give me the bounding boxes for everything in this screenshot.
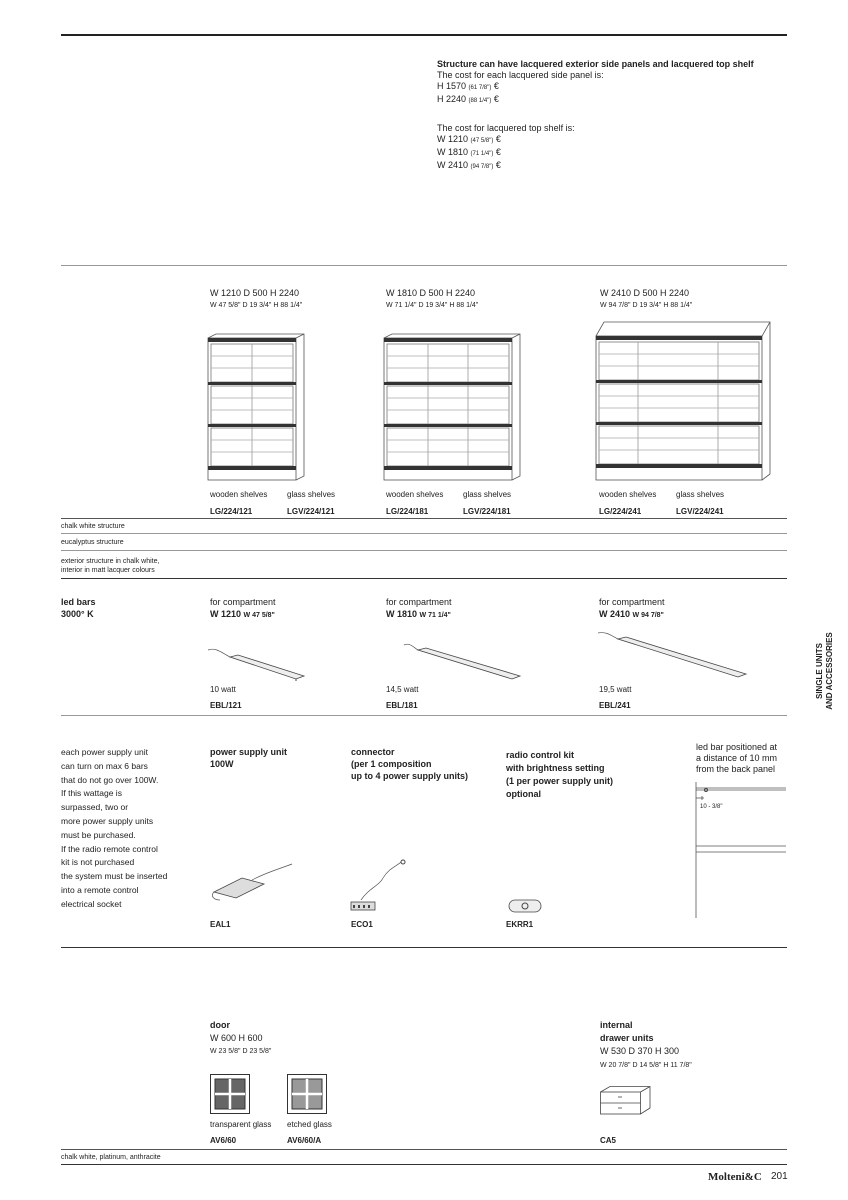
door-drawing-etched	[287, 1074, 331, 1116]
connector-drawing	[349, 858, 419, 914]
brand-logo: Molteni&C	[708, 1171, 762, 1183]
section-rule	[61, 947, 787, 948]
variant-label: wooden shelves	[599, 490, 657, 499]
top-price-row: W 1210 (47 5/8") €	[437, 134, 501, 144]
finish-row: chalk white structure	[61, 523, 125, 530]
bookcase-drawing-2410	[596, 322, 776, 484]
power-note: each power supply unit can turn on max 6 bars that do not go over 100W. If this wattage is surpassed, two or more power supply units must be purchased. If the radio remote control kit is not purchased the system must be inserted into a remote control electrical socket	[61, 747, 168, 909]
led-width: W 2410 W 94 7/8"	[599, 609, 664, 619]
drawer-title: internal	[600, 1020, 633, 1030]
led-title: 3000° K	[61, 609, 94, 619]
product-code: EAL1	[210, 920, 231, 929]
product-code: LG/224/121	[210, 507, 253, 516]
product-code: AV6/60/A	[287, 1136, 322, 1145]
drawer-title: drawer units	[600, 1033, 654, 1043]
led-watt: 10 watt	[210, 685, 236, 694]
bookcase-inch: W 94 7/8" D 19 3/4" H 88 1/4"	[600, 302, 693, 309]
side-tab: SINGLE UNITS AND ACCESSORIES	[815, 632, 834, 710]
product-code: AV6/60	[210, 1136, 237, 1145]
door-dim: W 600 H 600	[210, 1033, 263, 1043]
accessory-title: power supply unit 100W	[210, 747, 288, 769]
variant-label: wooden shelves	[210, 490, 268, 499]
section-rule	[61, 265, 787, 266]
side-price-row: H 1570 (61 7/8") €	[437, 81, 499, 91]
door-drawing-transparent	[210, 1074, 254, 1116]
led-bar-drawing-241	[598, 630, 750, 680]
variant-label: wooden shelves	[386, 490, 444, 499]
led-bar-drawing-181	[404, 640, 524, 684]
variant-label: etched glass	[287, 1120, 332, 1129]
led-watt: 19,5 watt	[599, 685, 632, 694]
bookcase-dim: W 1210 D 500 H 2240	[210, 288, 300, 298]
product-code: ECO1	[351, 920, 373, 929]
led-position-note: led bar positioned at a distance of 10 mm from the back panel	[696, 742, 778, 774]
finish-row: eucalyptus structure	[61, 539, 124, 546]
product-code: EBL/181	[386, 701, 418, 710]
bookcase-inch: W 71 1/4" D 19 3/4" H 88 1/4"	[386, 302, 479, 309]
product-code: EBL/121	[210, 701, 242, 710]
product-code: CA5	[600, 1136, 617, 1145]
led-position-dim: 10 - 3/8"	[700, 804, 723, 810]
variant-label: glass shelves	[676, 490, 725, 499]
row-rule	[61, 715, 787, 716]
drawer-inch: W 20 7/8" D 14 5/8" H 11 7/8"	[600, 1062, 692, 1069]
product-code: EKRR1	[506, 920, 534, 929]
led-for: for compartment	[210, 597, 276, 607]
led-watt: 14,5 watt	[386, 685, 419, 694]
variant-label: transparent glass	[210, 1120, 272, 1129]
power-supply-drawing	[212, 862, 302, 906]
variant-label: glass shelves	[287, 490, 336, 499]
row-rule	[61, 1149, 787, 1150]
bookcase-dim: W 1810 D 500 H 2240	[386, 288, 476, 298]
footer-finishes: chalk white, platinum, anthracite	[61, 1154, 161, 1161]
page-number: 201	[771, 1171, 788, 1182]
lacquer-info	[437, 59, 797, 173]
row-rule	[61, 518, 787, 519]
bookcase-drawing-1810	[384, 334, 524, 484]
product-code: LG/224/181	[386, 507, 429, 516]
row-rule	[61, 550, 787, 551]
led-bar-drawing-121	[208, 645, 308, 685]
remote-control-drawing	[505, 896, 545, 916]
led-width: W 1810 W 71 1/4"	[386, 609, 451, 619]
bookcase-drawing-1210	[208, 334, 308, 484]
finish-row: exterior structure in chalk white,	[61, 558, 160, 565]
drawer-dim: W 530 D 370 H 300	[600, 1046, 680, 1056]
top-price-row: W 2410 (94 7/8") €	[437, 160, 501, 170]
top-price-row: W 1810 (71 1/4") €	[437, 147, 501, 157]
bookcase-inch: W 47 5/8" D 19 3/4" H 88 1/4"	[210, 302, 303, 309]
product-code: LGV/224/181	[463, 507, 511, 516]
side-price-row: H 2240 (88 1/4") €	[437, 94, 499, 104]
led-for: for compartment	[599, 597, 665, 607]
accessory-title: connector (per 1 composition up to 4 power supply units)	[351, 747, 468, 781]
product-code: LGV/224/241	[676, 507, 724, 516]
finish-row: interior in matt lacquer colours	[61, 567, 155, 574]
door-inch: W 23 5/8" D 23 5/8"	[210, 1048, 272, 1055]
top-shelf-intro: The cost for lacquered top shelf is:	[437, 123, 575, 133]
accessory-title: radio control kit with brightness setting (1 per power supply unit) optional	[506, 750, 614, 799]
product-code: LG/224/241	[599, 507, 642, 516]
led-title: led bars	[61, 597, 96, 607]
bookcase-dim: W 2410 D 500 H 2240	[600, 288, 690, 298]
led-for: for compartment	[386, 597, 452, 607]
row-rule	[61, 533, 787, 534]
top-rule	[61, 34, 787, 36]
footer-rule	[61, 1164, 787, 1165]
variant-label: glass shelves	[463, 490, 512, 499]
product-code: EBL/241	[599, 701, 631, 710]
lacquer-title: Structure can have lacquered exterior side panels and lacquered top shelf	[437, 59, 754, 69]
drawer-drawing	[600, 1086, 652, 1116]
side-panel-intro: The cost for each lacquered side panel is:	[437, 70, 604, 80]
row-rule	[61, 578, 787, 579]
led-width: W 1210 W 47 5/8"	[210, 609, 275, 619]
product-code: LGV/224/121	[287, 507, 335, 516]
door-title: door	[210, 1020, 230, 1030]
